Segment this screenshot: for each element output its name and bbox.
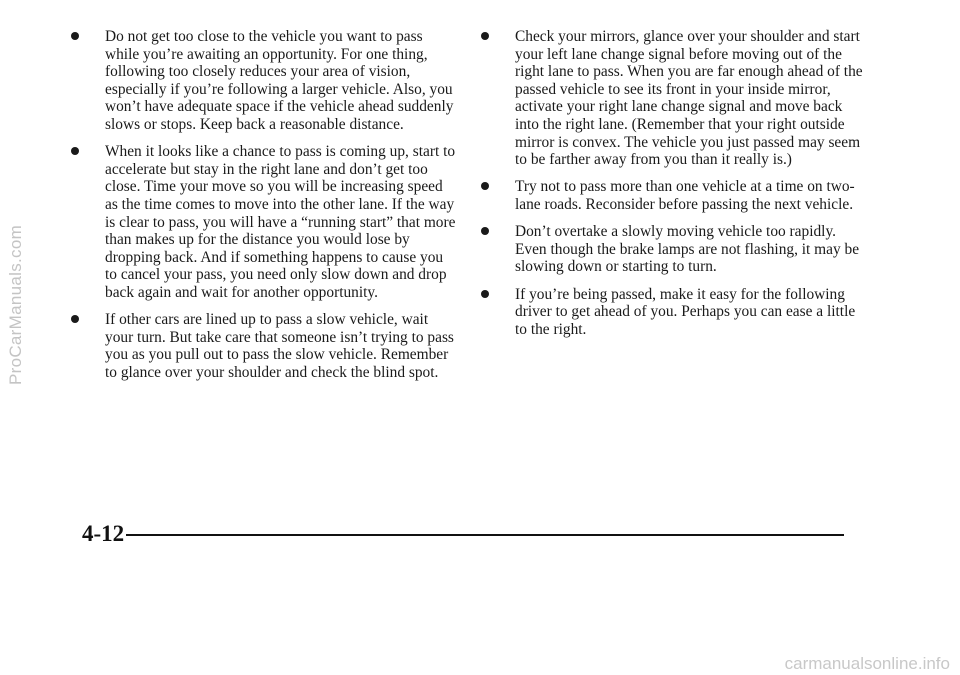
bullet-icon — [71, 32, 79, 40]
side-watermark: ProCarManuals.com — [6, 224, 25, 385]
page-number: 4-12 — [82, 521, 125, 546]
list-item — [476, 223, 868, 276]
list-item — [476, 28, 868, 169]
item-text: Do not get too close to the vehicle you want to pass while you’re awaiting an opportunity. For one thing, following too closely reduces your area of vision, especially if you’re following a larger vehicle. Also, you won’t have adequate space if the vehicle ahead suddenly slows or stops. Keep back a reasonable distance. — [105, 28, 454, 133]
item-text: Try not to pass more than one vehicle at a time on two-lane roads. Reconsider before passing the next vehicle. — [515, 178, 855, 213]
item-text: Don’t overtake a slowly moving vehicle too rapidly. Even though the brake lamps are not flashing, it may be slowing down or starting to turn. — [515, 223, 860, 276]
item-text: Check your mirrors, glance over your shoulder and start your left lane change signal before moving out of the right lane to pass. When you are far enough ahead of the passed vehicle to see its front in your inside mirror, activate your right lane change signal and move back into the right lane. (Remember that your right outside mirror is convex. The vehicle you just passed may seem to be farther away from you than it really is.) — [515, 28, 863, 169]
bullet-icon — [71, 315, 79, 323]
bullet-icon — [481, 290, 489, 298]
bullet-icon — [481, 182, 489, 190]
list-item — [66, 28, 458, 134]
bottom-watermark: carmanualsonline.info — [784, 654, 950, 673]
list-item — [476, 178, 868, 213]
item-text: If other cars are lined up to pass a slow vehicle, wait your turn. But take care that someone isn’t trying to pass you as you pull out to pass the slow vehicle. Remember to glance over your shoulder and check the blind spot. — [105, 311, 454, 381]
footer-rule — [126, 534, 844, 536]
bullet-icon — [481, 32, 489, 40]
list-item — [476, 286, 868, 339]
bullet-icon — [71, 147, 79, 155]
page-footer — [82, 518, 844, 550]
bullet-icon — [481, 227, 489, 235]
left-column — [66, 28, 458, 391]
list-item — [66, 143, 458, 301]
item-text: When it looks like a chance to pass is coming up, start to accelerate but stay in the right lane and don’t get too close. Time your move so you will be increasing speed as the time comes to move into the other lane. If the way is clear to pass, you will have a “running start” that more than makes up for the distance you would lose by dropping back. And if something happens to cause you to cancel your pass, you need only slow down and drop back again and wait for another opportunity. — [105, 143, 456, 301]
right-column — [476, 28, 868, 348]
item-text: If you’re being passed, make it easy for the following driver to get ahead of you. Perhaps you can ease a little to the right. — [515, 285, 856, 338]
list-item — [66, 311, 458, 381]
